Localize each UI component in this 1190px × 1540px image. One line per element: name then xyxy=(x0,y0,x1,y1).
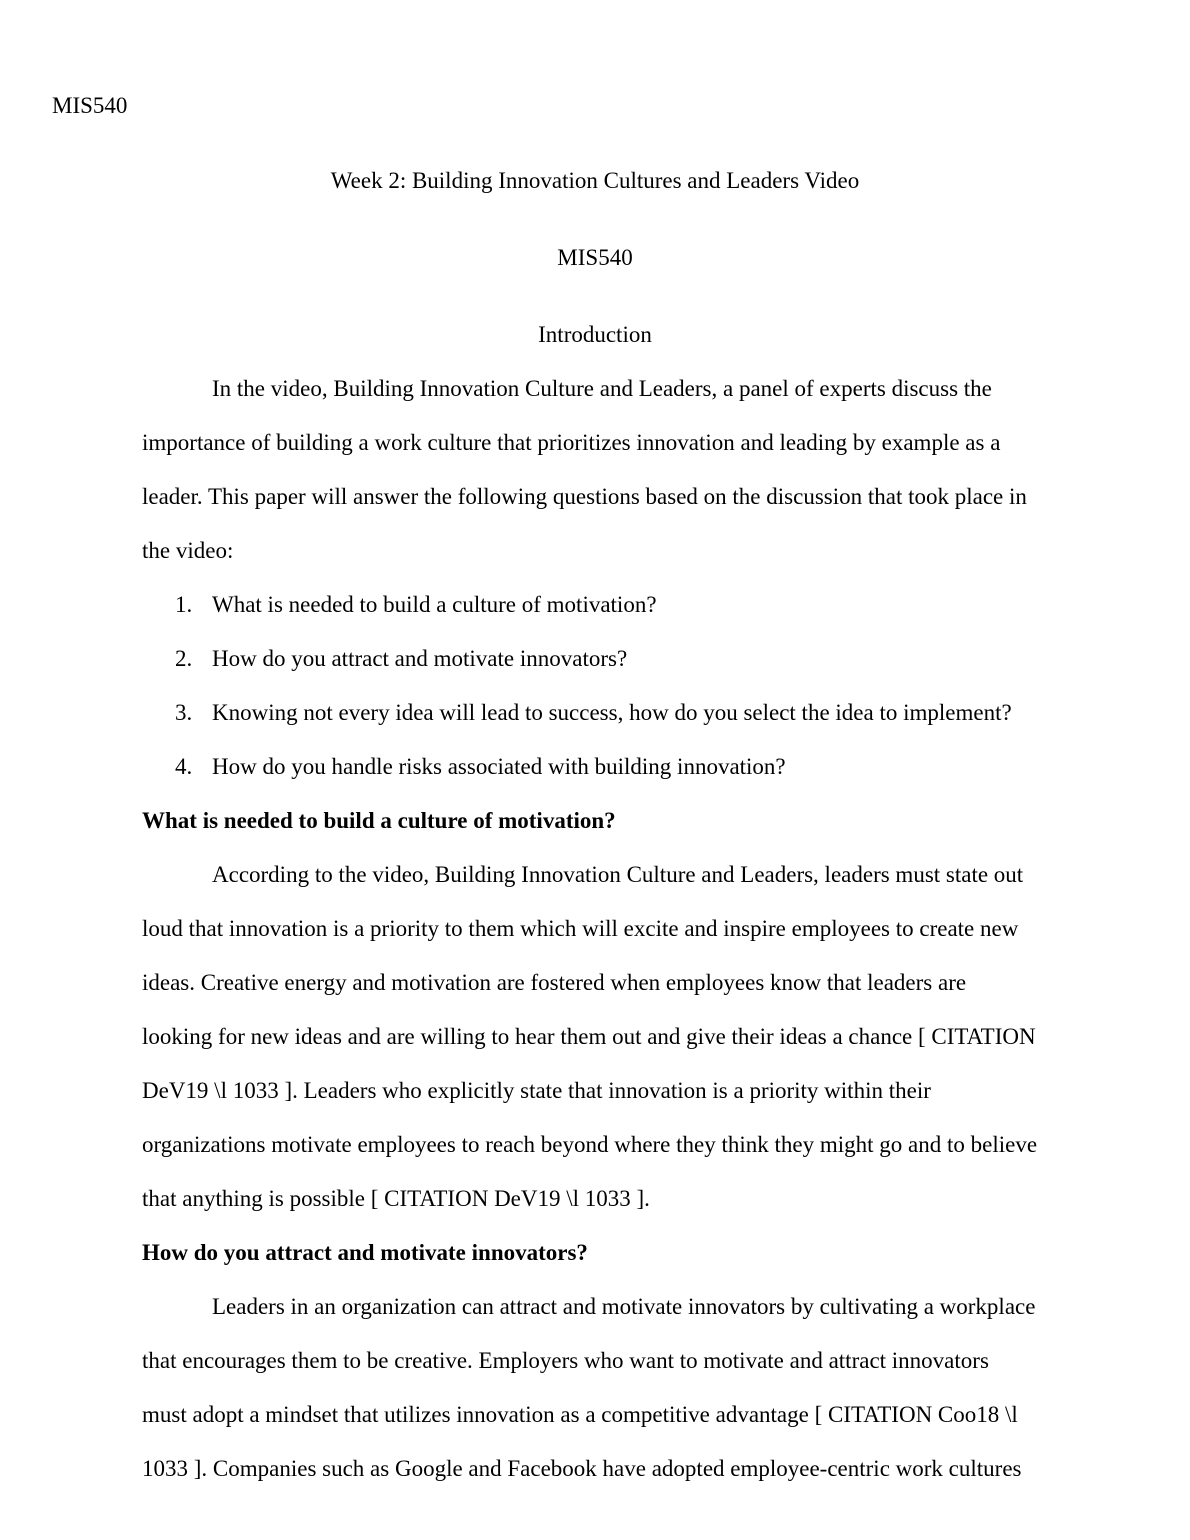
paragraph-line: organizations motivate employees to reach beyond where they think they might go and to believe xyxy=(142,1132,1038,1157)
list-item-2 xyxy=(142,632,1048,686)
question-heading-1: What is needed to build a culture of motivation? xyxy=(142,808,616,833)
list-text: Knowing not every idea will lead to success, how do you select the idea to implement? xyxy=(212,700,1012,725)
list-item-4 xyxy=(142,740,1048,794)
section-heading-introduction: Introduction xyxy=(538,322,652,347)
list-number: 1. xyxy=(175,592,193,617)
paragraph-line: Leaders in an organization can attract and motivate innovators by cultivating a workplace xyxy=(212,1294,1036,1319)
paragraph-line: In the video, Building Innovation Culture and Leaders, a panel of experts discuss the xyxy=(212,376,992,401)
paragraph-line: According to the video, Building Innovation Culture and Leaders, leaders must state out xyxy=(212,862,1024,887)
paragraph-line: loud that innovation is a priority to them which will excite and inspire employees to create new xyxy=(142,916,1019,941)
list-text: How do you attract and motivate innovators? xyxy=(212,646,628,671)
paragraph-line: ideas. Creative energy and motivation are fostered when employees know that leaders are xyxy=(142,970,967,995)
list-number: 2. xyxy=(175,646,193,671)
list-item-1 xyxy=(142,578,1048,632)
course-code: MIS540 xyxy=(557,245,633,270)
paragraph-line: that encourages them to be creative. Employers who want to motivate and attract innovators xyxy=(142,1348,989,1373)
list-item-3 xyxy=(142,686,1048,740)
list-text: How do you handle risks associated with building innovation? xyxy=(212,754,786,779)
question-heading-2: How do you attract and motivate innovators? xyxy=(142,1240,588,1265)
list-number: 3. xyxy=(175,700,193,725)
document-title: Week 2: Building Innovation Cultures and Leaders Video xyxy=(330,168,860,193)
document-content xyxy=(142,154,1048,1496)
paragraph-line: that anything is possible [ CITATION DeV19 \l 1033 ]. xyxy=(142,1186,650,1211)
paragraph-line: importance of building a work culture that prioritizes innovation and leading by example as a xyxy=(142,430,1001,455)
list-number: 4. xyxy=(175,754,193,779)
paragraph-line: the video: xyxy=(142,538,234,563)
paragraph-line: DeV19 \l 1033 ]. Leaders who explicitly state that innovation is a priority within their xyxy=(142,1078,931,1103)
paragraph-line: looking for new ideas and are willing to hear them out and give their ideas a chance [ CITATION xyxy=(142,1024,1036,1049)
paragraph-line: leader. This paper will answer the following questions based on the discussion that took place in xyxy=(142,484,1027,509)
paragraph-line: 1033 ]. Companies such as Google and Facebook have adopted employee-centric work cultures xyxy=(142,1456,1022,1481)
page-header-course-code: MIS540 xyxy=(52,93,128,118)
list-text: What is needed to build a culture of motivation? xyxy=(212,592,657,617)
paragraph-line: must adopt a mindset that utilizes innovation as a competitive advantage [ CITATION Coo18 \l xyxy=(142,1402,1018,1427)
